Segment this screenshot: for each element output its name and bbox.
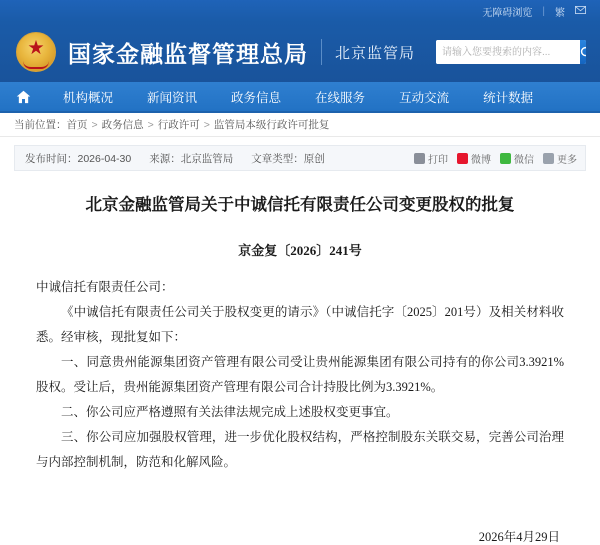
breadcrumb-prefix: 当前位置： bbox=[14, 119, 67, 131]
more-share-button[interactable] bbox=[543, 151, 577, 166]
main-nav[interactable] bbox=[0, 82, 600, 113]
breadcrumb-sep-2: > bbox=[203, 118, 210, 131]
accessibility-link[interactable]: 无障碍浏览 bbox=[482, 7, 533, 19]
article-type: 文章类型：原创 bbox=[251, 152, 325, 165]
article-meta-bar bbox=[14, 145, 586, 171]
wechat-icon bbox=[500, 153, 511, 164]
salutation: 中诚信托有限责任公司： bbox=[36, 279, 174, 294]
nav-item-4[interactable]: 互动交流 bbox=[399, 90, 450, 105]
breadcrumb-item-3[interactable]: 监管局本级行政许可批复 bbox=[213, 119, 330, 131]
document-number: 京金复〔2026〕241号 bbox=[238, 242, 362, 258]
article bbox=[0, 171, 600, 545]
print-icon bbox=[414, 153, 425, 164]
more-icon bbox=[543, 153, 554, 164]
article-paragraph-1: 一、同意贵州能源集团资产管理有限公司受让贵州能源集团有限公司持有的你公司3.3921%股权。受让后，贵州能源集团资产管理有限公司合计持股比例为3.3921%。 bbox=[36, 354, 564, 394]
publish-date: 发布时间：2026-04-30 bbox=[25, 152, 132, 165]
weibo-share-button[interactable] bbox=[457, 151, 491, 166]
more-label: 更多 bbox=[557, 154, 577, 166]
breadcrumb-sep-0: > bbox=[91, 118, 98, 131]
search-input[interactable] bbox=[436, 40, 580, 64]
nav-item-3[interactable]: 在线服务 bbox=[315, 90, 366, 105]
weibo-icon bbox=[457, 153, 468, 164]
print-label: 打印 bbox=[428, 154, 448, 166]
nav-item-1[interactable]: 新闻资讯 bbox=[147, 90, 198, 105]
wechat-share-button[interactable] bbox=[500, 151, 534, 166]
breadcrumb-item-2[interactable]: 行政许可 bbox=[157, 119, 200, 131]
breadcrumb bbox=[0, 113, 600, 137]
nav-item-2[interactable]: 政务信息 bbox=[231, 90, 282, 105]
article-paragraph-0: 《中诚信托有限责任公司关于股权变更的请示》（中诚信托字〔2025〕201号）及相关材料收悉。经审核，现批复如下： bbox=[36, 304, 564, 344]
breadcrumb-sep-1: > bbox=[147, 118, 154, 131]
site-subtitle: 北京监管局 bbox=[335, 44, 416, 62]
article-date: 2026年4月29日 bbox=[478, 529, 560, 544]
site-title: 国家金融监督管理总局 bbox=[68, 41, 308, 67]
breadcrumb-item-0[interactable]: 首页 bbox=[66, 119, 88, 131]
article-paragraph-2: 二、你公司应严格遵照有关法律法规完成上述股权变更事宜。 bbox=[61, 404, 399, 419]
nav-item-0[interactable]: 机构概况 bbox=[63, 90, 114, 105]
utility-separator: | bbox=[542, 5, 545, 17]
language-toggle[interactable]: 繁 bbox=[555, 7, 565, 19]
article-source: 来源：北京监管局 bbox=[149, 152, 234, 165]
print-button[interactable] bbox=[414, 151, 448, 166]
weibo-label: 微博 bbox=[471, 154, 491, 166]
national-emblem-icon: ★ bbox=[14, 30, 58, 74]
nav-item-5[interactable]: 统计数据 bbox=[483, 90, 534, 105]
search-box[interactable] bbox=[436, 40, 586, 64]
article-body bbox=[36, 275, 564, 475]
title-divider bbox=[321, 39, 322, 65]
share-toolbar bbox=[405, 146, 577, 170]
search-button[interactable] bbox=[580, 40, 586, 64]
mail-icon[interactable] bbox=[575, 5, 586, 17]
wechat-label: 微信 bbox=[514, 154, 534, 166]
site-header bbox=[0, 22, 600, 82]
breadcrumb-item-1[interactable]: 政务信息 bbox=[101, 119, 144, 131]
page-title: 北京金融监管局关于中诚信托有限责任公司变更股权的批复 bbox=[85, 195, 515, 214]
home-icon[interactable] bbox=[0, 82, 46, 111]
utility-bar bbox=[0, 0, 600, 22]
article-paragraph-3: 三、你公司应加强股权管理，进一步优化股权结构，严格控制股东关联交易，完善公司治理与内部控制机制，防范和化解风险。 bbox=[36, 429, 564, 469]
